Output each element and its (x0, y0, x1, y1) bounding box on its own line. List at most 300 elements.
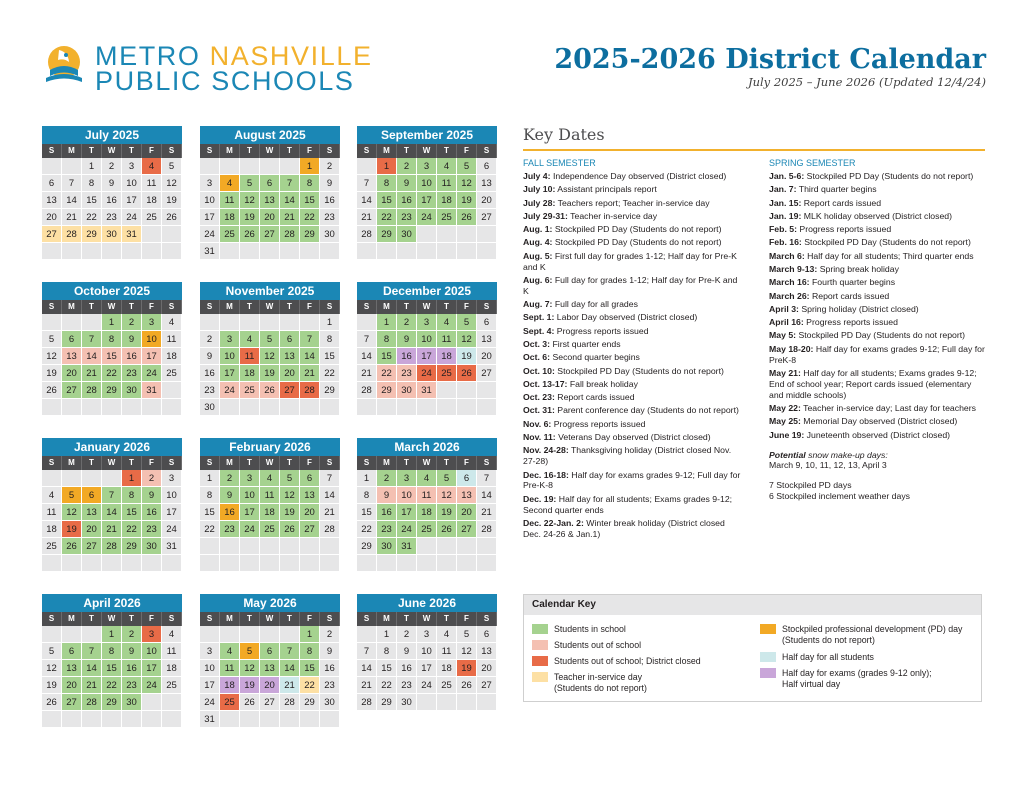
day-cell: 24 (200, 226, 220, 243)
day-cell: 18 (240, 365, 260, 382)
empty-day-cell (220, 243, 240, 260)
day-cell: 11 (437, 175, 457, 192)
weekday-label: T (122, 144, 142, 158)
key-date-text: Report cards issued (809, 290, 890, 301)
day-cell: 9 (122, 643, 142, 660)
day-cell: 21 (82, 365, 102, 382)
day-cell: 13 (82, 504, 102, 521)
empty-day-cell (357, 626, 377, 643)
day-cell: 4 (142, 158, 162, 175)
key-date-text: Half day for all students; Third quarter ends (804, 250, 974, 261)
day-cell: 20 (457, 504, 477, 521)
day-cell: 5 (240, 175, 260, 192)
empty-day-cell (82, 243, 102, 260)
empty-day-cell (62, 314, 82, 331)
day-cell: 19 (457, 192, 477, 209)
day-cell: 2 (397, 314, 417, 331)
day-cell: 24 (417, 209, 437, 226)
day-cell: 3 (200, 643, 220, 660)
key-date-item (523, 339, 745, 350)
key-date-text: First quarter ends (550, 338, 621, 349)
empty-day-cell (300, 538, 320, 555)
key-date-date: Oct. 23: (523, 392, 555, 403)
day-cell: 26 (42, 382, 62, 399)
day-cell: 9 (397, 331, 417, 348)
month-calendar (42, 594, 182, 728)
day-cell: 3 (417, 158, 437, 175)
calendar-key-item (532, 656, 701, 667)
key-date-text: Third quarter begins (796, 184, 877, 195)
weekday-label: S (162, 144, 182, 158)
weekday-label: F (457, 612, 477, 626)
day-cell: 30 (122, 382, 142, 399)
day-cell: 18 (220, 209, 240, 226)
day-cell: 18 (437, 660, 457, 677)
day-cell: 22 (102, 365, 122, 382)
day-cell: 15 (377, 348, 397, 365)
day-cell: 21 (357, 365, 377, 382)
day-cell: 17 (417, 192, 437, 209)
day-cell: 28 (357, 694, 377, 711)
day-cell: 3 (200, 175, 220, 192)
day-cell: 15 (377, 660, 397, 677)
month-grid (200, 300, 340, 416)
weekday-label: S (200, 612, 220, 626)
day-cell: 28 (300, 382, 320, 399)
key-date-date: July 28: (523, 197, 556, 208)
day-cell: 9 (397, 643, 417, 660)
weekday-label: T (280, 144, 300, 158)
empty-day-cell (477, 399, 497, 416)
day-cell: 14 (357, 660, 377, 677)
day-cell: 21 (280, 209, 300, 226)
day-cell: 20 (260, 677, 280, 694)
day-cell: 13 (260, 660, 280, 677)
key-date-item (769, 277, 987, 288)
weekday-label: F (142, 456, 162, 470)
day-cell: 6 (260, 643, 280, 660)
day-cell: 5 (162, 158, 182, 175)
day-cell: 23 (320, 209, 340, 226)
weekday-label: W (102, 144, 122, 158)
day-cell: 2 (142, 470, 162, 487)
key-date-text: Juneteenth observed (District closed) (804, 429, 951, 440)
key-date-item (523, 198, 745, 209)
key-date-date: Nov. 11: (523, 432, 556, 443)
day-cell: 17 (397, 504, 417, 521)
key-date-text: Progress reports issued (797, 224, 892, 235)
weekday-label: F (142, 612, 162, 626)
day-cell: 22 (300, 677, 320, 694)
day-cell: 16 (397, 660, 417, 677)
day-cell: 21 (102, 521, 122, 538)
day-cell: 7 (280, 643, 300, 660)
day-cell: 28 (280, 226, 300, 243)
day-cell: 25 (260, 521, 280, 538)
weekday-label: S (357, 612, 377, 626)
day-cell: 10 (142, 331, 162, 348)
key-date-item (523, 211, 745, 222)
day-cell: 26 (240, 226, 260, 243)
day-cell: 2 (320, 158, 340, 175)
month-title: September 2025 (357, 126, 497, 144)
day-cell: 16 (200, 365, 220, 382)
weekday-label: S (357, 300, 377, 314)
month-grid (200, 612, 340, 728)
weekday-label: S (200, 300, 220, 314)
day-cell: 28 (62, 226, 82, 243)
key-date-text: Stockpiled PD Day (Students do not report) (552, 224, 722, 235)
key-date-date: March 16: (769, 277, 810, 288)
month-calendar (357, 594, 497, 711)
day-cell: 17 (142, 660, 162, 677)
empty-day-cell (457, 382, 477, 399)
key-date-date: Jan. 19: (769, 210, 802, 221)
day-cell: 24 (200, 694, 220, 711)
day-cell: 20 (62, 677, 82, 694)
day-cell: 1 (377, 626, 397, 643)
month-calendar (357, 126, 497, 260)
day-cell: 12 (240, 660, 260, 677)
calendar-key-label: Students out of school (554, 640, 642, 650)
weekday-label: W (260, 612, 280, 626)
day-cell: 23 (397, 365, 417, 382)
month-calendar (200, 594, 340, 728)
day-cell: 2 (377, 470, 397, 487)
weekday-label: T (122, 456, 142, 470)
day-cell: 1 (300, 626, 320, 643)
empty-day-cell (82, 399, 102, 416)
key-date-item (769, 403, 987, 414)
day-cell: 14 (280, 660, 300, 677)
day-cell: 20 (477, 192, 497, 209)
empty-day-cell (220, 711, 240, 728)
empty-day-cell (260, 538, 280, 555)
month-title: May 2026 (200, 594, 340, 612)
day-cell: 27 (62, 694, 82, 711)
weekday-label: S (477, 456, 497, 470)
weekday-label: T (122, 300, 142, 314)
empty-day-cell (437, 694, 457, 711)
day-cell: 27 (260, 226, 280, 243)
day-cell: 15 (300, 192, 320, 209)
page-subtitle: July 2025 – June 2026 (Updated 12/4/24) (747, 75, 986, 89)
key-date-date: Sept. 4: (523, 325, 555, 336)
day-cell: 3 (220, 331, 240, 348)
key-date-date: Dec. 22-Jan. 2: (523, 517, 584, 528)
calendar-key (523, 594, 982, 702)
empty-day-cell (162, 555, 182, 572)
key-date-date: Feb. 5: (769, 224, 797, 235)
day-cell: 23 (122, 365, 142, 382)
color-swatch (532, 672, 548, 682)
empty-day-cell (200, 555, 220, 572)
day-cell: 9 (320, 175, 340, 192)
day-cell: 14 (62, 192, 82, 209)
key-date-date: Aug. 7: (523, 299, 553, 310)
empty-day-cell (280, 314, 300, 331)
day-cell: 11 (417, 487, 437, 504)
day-cell: 23 (200, 382, 220, 399)
key-date-date: May 18-20: (769, 343, 814, 354)
empty-day-cell (280, 711, 300, 728)
day-cell: 2 (397, 158, 417, 175)
day-cell: 16 (397, 348, 417, 365)
key-date-date: May 25: (769, 416, 801, 427)
day-cell: 15 (320, 348, 340, 365)
weekday-label: T (397, 144, 417, 158)
empty-day-cell (280, 243, 300, 260)
empty-day-cell (437, 555, 457, 572)
day-cell: 20 (260, 209, 280, 226)
day-cell: 25 (142, 209, 162, 226)
month-grid (42, 456, 182, 572)
day-cell: 30 (102, 226, 122, 243)
day-cell: 28 (82, 694, 102, 711)
month-title: November 2025 (200, 282, 340, 300)
spring-event-list (769, 171, 987, 441)
weekday-label: S (320, 144, 340, 158)
key-date-date: Aug. 5: (523, 250, 553, 261)
empty-day-cell (357, 243, 377, 260)
empty-day-cell (260, 158, 280, 175)
empty-day-cell (200, 314, 220, 331)
month-title: June 2026 (357, 594, 497, 612)
weekday-label: T (280, 456, 300, 470)
key-date-text: Winter break holiday (District closed Dec. 24-26 & Jan.1) (523, 517, 725, 539)
key-date-text: Progress reports issued (803, 317, 898, 328)
key-date-date: July 4: (523, 170, 551, 181)
empty-day-cell (417, 555, 437, 572)
day-cell: 12 (62, 504, 82, 521)
key-date-text: Memorial Day observed (District closed) (800, 416, 958, 427)
empty-day-cell (142, 555, 162, 572)
day-cell: 1 (377, 158, 397, 175)
day-cell: 14 (102, 504, 122, 521)
key-date-date: May 22: (769, 403, 801, 414)
month-title: August 2025 (200, 126, 340, 144)
day-cell: 11 (142, 175, 162, 192)
day-cell: 5 (437, 470, 457, 487)
day-cell: 12 (457, 175, 477, 192)
empty-day-cell (240, 314, 260, 331)
key-date-item (769, 291, 987, 302)
day-cell: 25 (437, 209, 457, 226)
key-date-text: Half day for exams grades 9-12; Full day for Pre-K-8 (523, 469, 741, 491)
weekday-label: T (240, 456, 260, 470)
day-cell: 24 (397, 521, 417, 538)
empty-day-cell (300, 314, 320, 331)
day-cell: 7 (82, 643, 102, 660)
empty-day-cell (240, 538, 260, 555)
empty-day-cell (240, 626, 260, 643)
weekday-label: S (200, 456, 220, 470)
empty-day-cell (357, 399, 377, 416)
day-cell: 19 (162, 192, 182, 209)
day-cell: 26 (437, 521, 457, 538)
empty-day-cell (477, 538, 497, 555)
key-date-item (523, 251, 745, 273)
day-cell: 3 (122, 158, 142, 175)
weekday-label: F (457, 300, 477, 314)
day-cell: 31 (200, 243, 220, 260)
key-date-text: Spring holiday (District closed) (798, 303, 919, 314)
month-calendar (200, 438, 340, 572)
day-cell: 8 (357, 487, 377, 504)
day-cell: 10 (200, 192, 220, 209)
month-grid (357, 300, 497, 416)
day-cell: 18 (162, 660, 182, 677)
day-cell: 10 (417, 331, 437, 348)
day-cell: 12 (260, 348, 280, 365)
day-cell: 8 (102, 643, 122, 660)
day-cell: 25 (220, 226, 240, 243)
empty-day-cell (142, 399, 162, 416)
day-cell: 10 (240, 487, 260, 504)
key-date-date: Jan. 15: (769, 197, 802, 208)
empty-day-cell (300, 711, 320, 728)
day-cell: 17 (240, 504, 260, 521)
key-date-text: Half day for exams grades 9-12; Full day for PreK-8 (769, 343, 985, 365)
day-cell: 16 (220, 504, 240, 521)
empty-day-cell (377, 399, 397, 416)
day-cell: 3 (417, 314, 437, 331)
empty-day-cell (240, 555, 260, 572)
day-cell: 6 (260, 175, 280, 192)
key-date-item (523, 432, 745, 443)
key-date-text: Report cards issued (554, 392, 635, 403)
day-cell: 29 (357, 538, 377, 555)
weekday-label: S (42, 456, 62, 470)
key-date-text: Stockpiled PD Day (Students do not report) (554, 365, 724, 376)
day-cell: 13 (62, 660, 82, 677)
day-cell: 6 (477, 626, 497, 643)
day-cell: 6 (300, 470, 320, 487)
day-cell: 4 (260, 470, 280, 487)
day-cell: 24 (417, 365, 437, 382)
key-date-item (523, 494, 745, 516)
empty-day-cell (320, 538, 340, 555)
day-cell: 8 (377, 643, 397, 660)
key-date-item (523, 171, 745, 182)
empty-day-cell (260, 243, 280, 260)
day-cell: 23 (397, 209, 417, 226)
day-cell: 5 (42, 331, 62, 348)
calendar-key-item (532, 624, 626, 635)
key-date-date: Oct. 10: (523, 365, 555, 376)
key-date-item (523, 326, 745, 337)
color-swatch (760, 624, 776, 634)
empty-day-cell (300, 243, 320, 260)
empty-day-cell (457, 226, 477, 243)
empty-day-cell (220, 158, 240, 175)
weekday-label: T (82, 456, 102, 470)
empty-day-cell (417, 399, 437, 416)
day-cell: 11 (220, 192, 240, 209)
day-cell: 29 (377, 694, 397, 711)
day-cell: 30 (397, 382, 417, 399)
weekday-label: F (457, 144, 477, 158)
weekday-label: S (162, 612, 182, 626)
key-date-text: Stockpiled PD Day (Students do not report) (801, 237, 971, 248)
key-date-text: Full day for grades 1-12; Half day for Pre-K and K (523, 274, 738, 296)
empty-day-cell (280, 555, 300, 572)
calendar-key-label: Stockpiled professional development (PD) day (Students do not report) (782, 624, 963, 645)
key-date-item (523, 470, 745, 492)
weekday-label: S (42, 612, 62, 626)
empty-day-cell (477, 226, 497, 243)
day-cell: 11 (220, 660, 240, 677)
day-cell: 18 (417, 504, 437, 521)
weekday-label: S (320, 300, 340, 314)
day-cell: 26 (280, 521, 300, 538)
day-cell: 31 (162, 538, 182, 555)
color-swatch (532, 656, 548, 666)
day-cell: 12 (437, 487, 457, 504)
day-cell: 14 (357, 348, 377, 365)
day-cell: 6 (457, 470, 477, 487)
day-cell: 11 (437, 331, 457, 348)
key-date-date: Dec. 16-18: (523, 469, 569, 480)
key-date-item (523, 275, 745, 297)
calendar-key-item (532, 640, 641, 651)
day-cell: 7 (82, 331, 102, 348)
day-cell: 17 (122, 192, 142, 209)
day-cell: 29 (300, 226, 320, 243)
empty-day-cell (62, 158, 82, 175)
day-cell: 14 (357, 192, 377, 209)
key-date-text: Assistant principals report (555, 184, 657, 195)
day-cell: 30 (142, 538, 162, 555)
day-cell: 4 (437, 158, 457, 175)
day-cell: 14 (82, 660, 102, 677)
day-cell: 8 (122, 487, 142, 504)
empty-day-cell (42, 158, 62, 175)
calendar-key-item (760, 624, 962, 646)
day-cell: 5 (457, 158, 477, 175)
key-date-item (523, 405, 745, 416)
empty-day-cell (220, 314, 240, 331)
day-cell: 6 (62, 643, 82, 660)
weekday-label: T (82, 300, 102, 314)
weekday-label: T (437, 144, 457, 158)
day-cell: 24 (142, 365, 162, 382)
weekday-label: S (200, 144, 220, 158)
day-cell: 4 (220, 643, 240, 660)
day-cell: 16 (142, 504, 162, 521)
weekday-label: S (320, 456, 340, 470)
empty-day-cell (142, 694, 162, 711)
day-cell: 13 (62, 348, 82, 365)
day-cell: 6 (280, 331, 300, 348)
day-cell: 11 (240, 348, 260, 365)
day-cell: 24 (417, 677, 437, 694)
day-cell: 25 (162, 365, 182, 382)
empty-day-cell (62, 626, 82, 643)
empty-day-cell (220, 626, 240, 643)
month-grid (42, 144, 182, 260)
day-cell: 6 (82, 487, 102, 504)
day-cell: 20 (477, 348, 497, 365)
calendar-key-item (532, 672, 647, 694)
weekday-label: T (82, 144, 102, 158)
empty-day-cell (260, 555, 280, 572)
weekday-label: S (357, 144, 377, 158)
weekday-label: W (102, 456, 122, 470)
day-cell: 8 (377, 331, 397, 348)
month-calendar (42, 282, 182, 416)
key-date-item (769, 344, 987, 366)
